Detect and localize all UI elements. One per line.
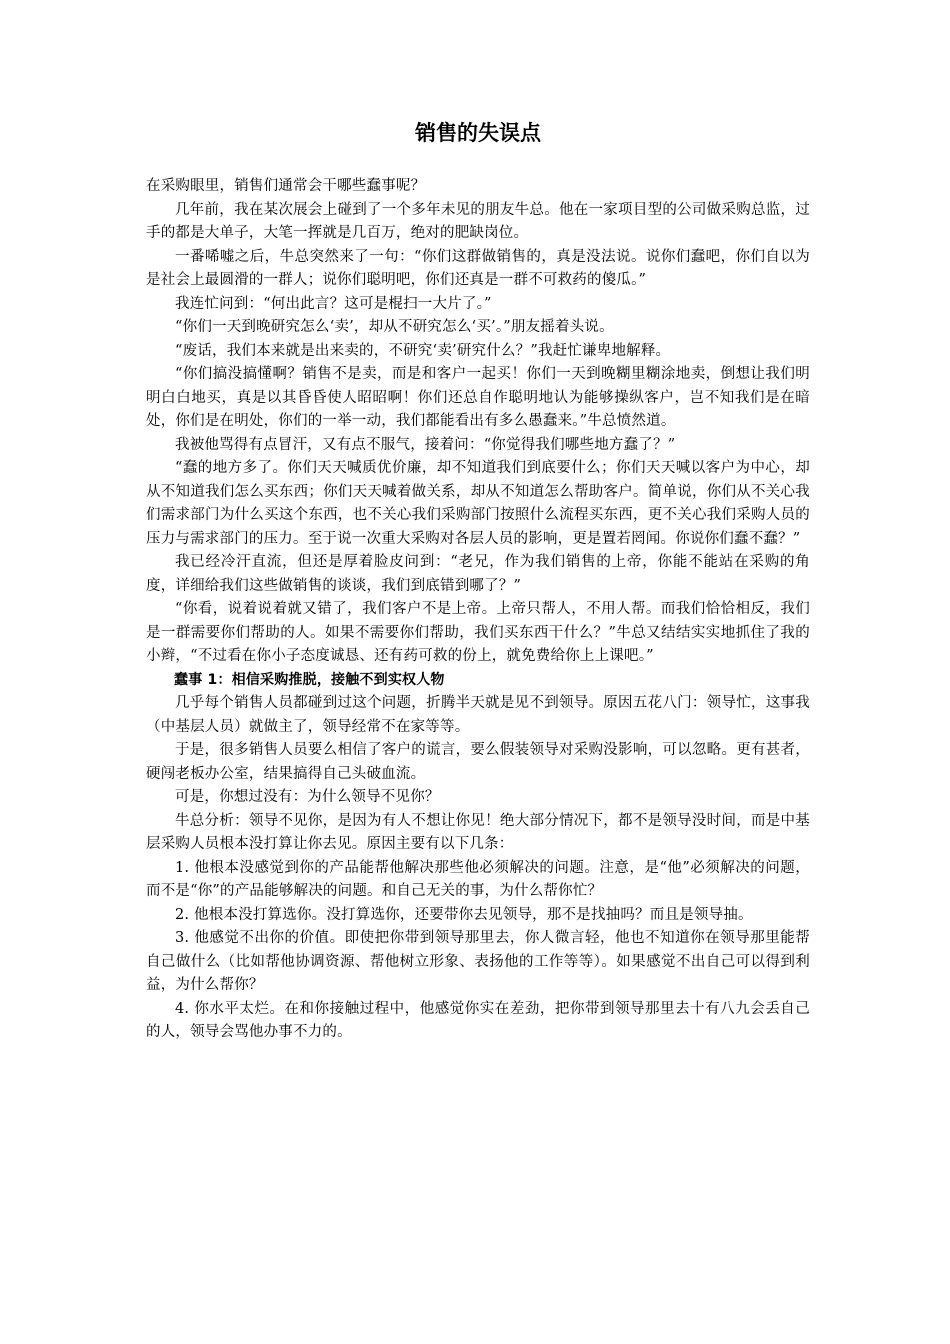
section-heading: 蠢事 1：相信采购推脱，接触不到实权人物 (174, 671, 445, 688)
body-paragraph: 牛总分析：领导不见你，是因为有人不想让你见！绝大部分情况下，都不是领导没时间，而是中基层采购人员根本没打算让你去见。原因主要有以下几条： (146, 812, 810, 852)
list-item: 3. 他感觉不出你的价值。即使把你带到领导那里去，你人微言轻，他也不知道你在领导那里能帮自己做什么（比如帮他协调资源、帮他树立形象、表扬他的工作等等）。如果感觉不出自己可以得到利益，为什么帮你？ (146, 930, 810, 993)
body-paragraph: 于是，很多销售人员要么相信了客户的谎言，要么假装领导对采购没影响，可以忽略。更有甚者，硬闯老板办公室，结果搞得自己头破血流。 (146, 742, 810, 782)
body-paragraph: “你们搞没搞懂啊？销售不是卖，而是和客户一起买！你们一天到晚糊里糊涂地卖，倒想让我们明明白白地买，真是以其昏昏使人昭昭啊！你们还总自作聪明地认为能够操纵客户，岂不知我们是在暗处，你们是在明处，你们的一举一动，我们都能看出有多么愚蠢来。”牛总愤然道。 (146, 366, 810, 429)
body-paragraph: “废话，我们本来就是出来卖的，不研究‘卖’研究什么？”我赶忙谦卑地解释。 (175, 342, 671, 359)
body-paragraph: “你们一天到晚研究怎么‘卖’，却从不研究怎么‘买’。”朋友摇着头说。 (175, 319, 614, 335)
body-paragraph: 可是，你想过没有：为什么领导不见你？ (175, 789, 440, 805)
list-item: 1. 他根本没感觉到你的产品能帮他解决那些他必须解决的问题。注意，是“他”必须解决的问题，而不是“你”的产品能够解决的问题。和自己无关的事，为什么帮你忙？ (146, 859, 810, 899)
intro-question: 在采购眼里，销售们通常会干哪些蠢事呢？ (146, 178, 426, 194)
document-title: 销售的失误点 (415, 121, 541, 145)
body-paragraph: “蠢的地方多了。你们天天喊质优价廉，却不知道我们到底要什么；你们天天喊以客户为中心，却从不知道我们怎么买东西；你们天天喊着做关系，却从不知道怎么帮助客户。简单说，你们从不关心我们需求部门为什么买这个东西，也不关心我们采购部门按照什么流程买东西，更不关心我们采购人员的压力与需求部门的压力。至于说一次重大采购对各层人员的影响，更是置若罔闻。你说你们蠢不蠢？” (146, 460, 810, 547)
body-paragraph: 几乎每个销售人员都碰到过这个问题，折腾半天就是见不到领导。原因五花八门：领导忙，这事我（中基层人员）就做主了，领导经常不在家等等。 (146, 695, 810, 735)
list-item: 4. 你水平太烂。在和你接触过程中，他感觉你实在差劲，把你带到领导那里去十有八九会丢自己的人，领导会骂他办事不力的。 (146, 1000, 810, 1040)
body-paragraph: “你看，说着说着就又错了，我们客户不是上帝。上帝只帮人，不用人帮。而我们恰恰相反，我们是一群需要你们帮助的人。如果不需要你们帮助，我们买东西干什么？”牛总又结结实实地抓住了我的小辫，“不过看在你小子态度诚恳、还有药可救的份上，就免费给你上上课吧。” (146, 601, 810, 664)
list-item: 2. 他根本没打算选你。没打算选你，还要带你去见领导，那不是找抽吗？而且是领导抽。 (175, 906, 753, 923)
body-paragraph: 我连忙问到：“何出此言？这可是棍扫一大片了。” (175, 295, 492, 312)
body-paragraph: 我被他骂得有点冒汗，又有点不服气，接着问：“你觉得我们哪些地方蠢了？” (175, 436, 676, 453)
body-paragraph: 一番唏嘘之后，牛总突然来了一句：“你们这群做销售的，真是没法说。说你们蠢吧，你们自以为是社会上最圆滑的一群人；说你们聪明吧，你们还真是一群不可救药的傻瓜。” (146, 248, 810, 288)
document-page (146, 118, 810, 1045)
body-paragraph: 几年前，我在某次展会上碰到了一个多年未见的朋友牛总。他在一家项目型的公司做采购总监，过手的都是大单子，大笔一挥就是几百万，绝对的肥缺岗位。 (146, 201, 810, 241)
body-paragraph: 我已经冷汗直流，但还是厚着脸皮问到：“老兄，作为我们销售的上帝，你能不能站在采购的角度，详细给我们这些做销售的谈谈，我们到底错到哪了？” (146, 554, 810, 594)
